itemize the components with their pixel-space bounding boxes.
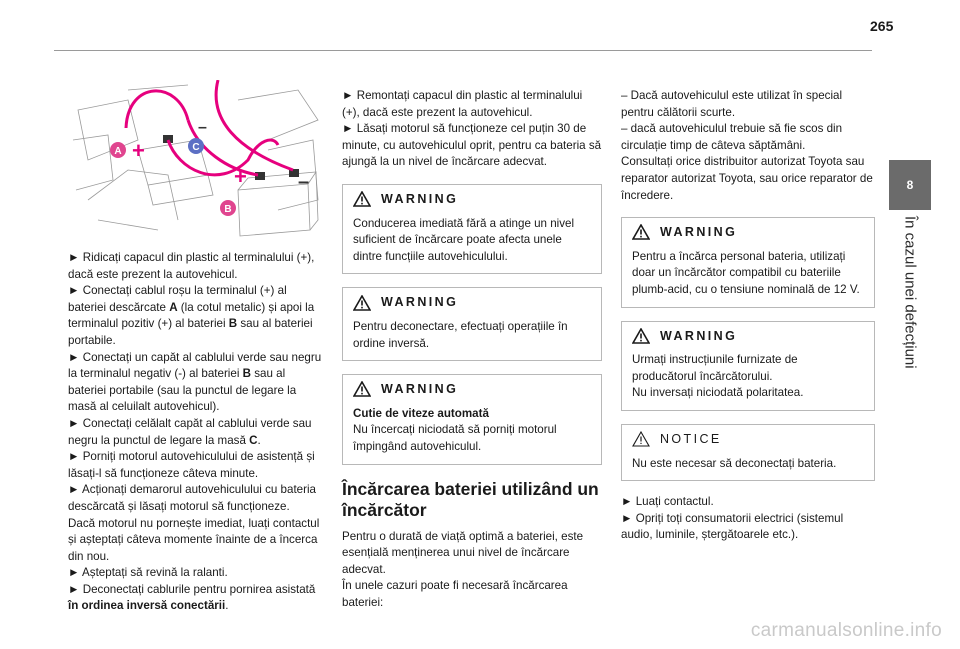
warning-icon: [353, 295, 371, 311]
svg-text:+: +: [132, 138, 145, 163]
warning-box: WARNING Cutie de viteze automată Nu încercați niciodată să porniți motorul împingând autovehiculul.: [342, 374, 602, 464]
warning-icon: [632, 328, 650, 344]
section-title: În cazul unei defecțiuni: [901, 216, 919, 369]
step: ► Porniți motorul autovehiculului de asistență și lăsați-l să funcționeze câteva minute.: [68, 450, 315, 480]
step: ► Conectați celălalt capăt al cablului verde sau negru la punctul de legare la masă C.: [68, 416, 312, 447]
jump-start-illustration: [68, 80, 324, 242]
step: ► Lăsați motorul să funcționeze cel puțin 30 de minute, cu autovehiculul oprit, pentru ca bateria să ajungă la un nivel de încărcare adecvat.: [342, 122, 602, 169]
warning-box: WARNING Conducerea imediată fără a atinge un nivel suficient de încărcare poate afecta unele dintre funcțiile autovehiculului.: [342, 184, 602, 274]
column-1: [68, 250, 324, 615]
step: ► Conectați un capăt al cablului verde sau negru la terminalul negativ (-) al bateriei B sau al bateriei portabile (sau la punctul de legare la masă al celuilalt autovehicul).: [68, 350, 322, 414]
column-3: [621, 88, 875, 544]
step: ► Așteptați să revină la ralanti.: [68, 566, 228, 580]
svg-text:C: C: [192, 142, 200, 153]
warning-box: WARNING Urmați instrucțiunile furnizate de producătorul încărcătorului. Nu inversați niciodată polaritatea.: [621, 321, 875, 411]
section-tab: 8: [889, 160, 931, 210]
watermark: carmanualsonline.info: [750, 620, 942, 641]
step: ► Acționați demarorul autovehiculului cu bateria descărcată și lăsați motorul să funcționeze.: [68, 483, 316, 513]
warning-icon: [353, 381, 371, 397]
section-heading: Încărcarea bateriei utilizând un încărcător: [342, 478, 599, 520]
warning-box: WARNING Pentru deconectare, efectuați operațiile în ordine inversă.: [342, 287, 602, 361]
list-item: – Dacă autovehiculul este utilizat în special pentru călătorii scurte.: [621, 89, 843, 119]
step: ► Opriți toți consumatorii electrici (sistemul audio, luminile, ștergătoarele etc.).: [621, 511, 844, 542]
warning-icon: [632, 224, 650, 240]
step: ► Deconectați cablurile pentru pornirea asistată în ordinea inversă conectării.: [68, 582, 316, 613]
paragraph: În unele cazuri poate fi necesară încărcarea bateriei:: [342, 579, 568, 609]
column-2: [342, 88, 602, 611]
step: ► Conectați cablul roșu la terminalul (+) al bateriei descărcate A (la cotul metalic) și apoi la terminalul pozitiv (+) al bateriei B sau al bateriei portabile.: [68, 284, 315, 347]
header-rule: [54, 50, 872, 51]
step: ► Luați contactul.: [621, 495, 714, 509]
list-item: – dacă autovehiculul trebuie să fie scos din circulație timp de câteva săptămâni.: [621, 122, 843, 152]
notice-icon: [632, 431, 650, 447]
warning-box: WARNING Pentru a încărca personal bateria, utilizați doar un încărcător compatibil cu bateriile plumb-acid, cu o tensiune nominală de 12 V.: [621, 217, 875, 307]
step: Dacă motorul nu pornește imediat, luați contactul și așteptați câteva momente înainte de a încerca din nou.: [68, 516, 320, 563]
step: ► Ridicați capacul din plastic al terminalului (+), dacă este prezent la autovehicul.: [68, 251, 315, 281]
svg-text:–: –: [298, 171, 310, 193]
step: ► Remontați capacul din plastic al terminalului (+), dacă este prezent la autovehicul.: [342, 89, 583, 119]
svg-text:B: B: [224, 204, 232, 215]
svg-text:+: +: [234, 164, 247, 189]
svg-text:–: –: [198, 119, 207, 136]
notice-box: NOTICE Nu este necesar să deconectați bateria.: [621, 424, 875, 481]
svg-text:A: A: [114, 146, 122, 157]
paragraph: Consultați orice distribuitor autorizat Toyota sau reparator autorizat Toyota, sau orice reparator de încredere.: [621, 155, 873, 202]
paragraph: Pentru o durată de viață optimă a bateriei, este esențială menținerea unui nivel de încărcare adecvat.: [342, 529, 584, 576]
warning-icon: [353, 191, 371, 207]
page-number: 265: [870, 18, 894, 34]
